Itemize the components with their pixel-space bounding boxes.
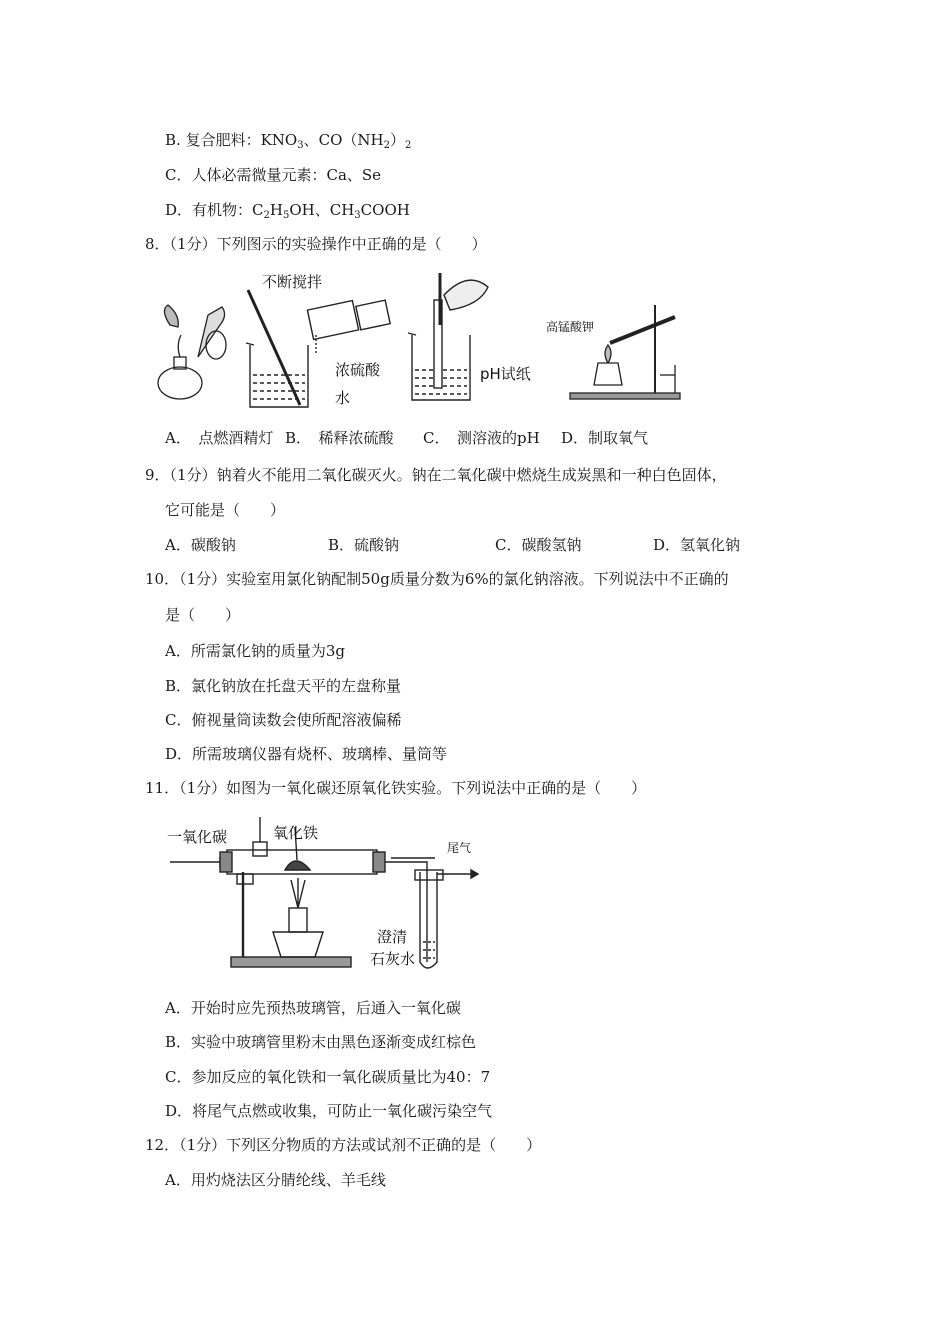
subscript: 2 (383, 140, 390, 151)
q10-stem-line1: 10．（1分）实验室用氯化钠配制50g质量分数为6%的氯化钠溶液。下列说法中不正确的 (145, 570, 729, 588)
option-text: OH、CH (289, 201, 355, 219)
q11-figure (165, 812, 495, 977)
q11-option-a: A．开始时应先预热玻璃管，后通入一氧化碳 (165, 999, 461, 1017)
q8-options (165, 428, 950, 448)
q10-option-a: A．所需氯化钠的质量为3g (165, 642, 345, 660)
q12-stem: 12．（1分）下列区分物质的方法或试剂不正确的是（ ） (145, 1136, 542, 1154)
q10-option-c: C．俯视量筒读数会使所配溶液偏稀 (165, 711, 402, 729)
q11-option-d: D．将尾气点燃或收集，可防止一氧化碳污染空气 (165, 1102, 493, 1120)
q12-option-a: A．用灼烧法区分腈纶线、羊毛线 (165, 1171, 386, 1189)
option-text: ） (389, 131, 405, 149)
option-text: H (269, 201, 283, 219)
option-text: COOH (360, 201, 410, 219)
subscript: 3 (297, 140, 304, 151)
ph-paper-label: pH试纸 (480, 365, 531, 383)
q8-figure (150, 265, 690, 415)
q8-option-a: A． 点燃酒精灯 (165, 429, 274, 447)
alcohol-lamp-figure (158, 305, 226, 399)
q10-stem-line2: 是（ ） (165, 606, 241, 624)
q10-option-d: D．所需玻璃仪器有烧杯、玻璃棒、量筒等 (165, 745, 448, 763)
q9-options (165, 535, 950, 555)
q9-stem-line2: 它可能是（ ） (165, 501, 286, 519)
subscript: 3 (354, 210, 361, 221)
q11-stem: 11．（1分）如图为一氧化碳还原氧化铁实验。下列说法中正确的是（ ） (145, 779, 647, 797)
option-text: 复合肥料：KNO (185, 131, 298, 149)
option-text: D．有机物：C (165, 201, 264, 219)
q9-option-b: B．硫酸钠 (328, 536, 400, 554)
limewater-label-1: 澄清 (377, 928, 408, 946)
q10-option-b: B．氯化钠放在托盘天平的左盘称量 (165, 677, 402, 695)
q7-option-d (165, 200, 950, 226)
dilution-figure (246, 290, 390, 407)
q9-option-d: D．氢氧化钠 (653, 536, 741, 554)
water-label: 水 (335, 389, 351, 407)
stir-label: 不断搅拌 (262, 273, 323, 291)
subscript: 5 (282, 210, 290, 221)
co-label: 一氧化碳 (167, 828, 228, 846)
q8-option-b: B． 稀释浓硫酸 (285, 429, 394, 447)
option-label: B. (165, 131, 181, 149)
q8-option-d: D．制取氧气 (561, 429, 649, 447)
q8-option-c: C． 测溶液的pH (423, 429, 540, 447)
q11-option-b: B．实验中玻璃管里粉末由黑色逐渐变成红棕色 (165, 1033, 477, 1051)
tail-gas-label: 尾气 (447, 841, 472, 855)
q7-option-c: C．人体必需微量元素：Ca、Se (165, 166, 382, 184)
q9-option-c: C．碳酸氢钠 (495, 536, 582, 554)
subscript: 2 (263, 210, 270, 221)
ph-figure (408, 273, 488, 400)
q7-option-b (165, 130, 950, 156)
acid-label: 浓硫酸 (335, 361, 381, 379)
q8-stem: 8．（1分）下列图示的实验操作中正确的是（ ） (145, 235, 487, 253)
option-text: 、CO（NH (303, 131, 384, 149)
subscript: 2 (404, 140, 412, 151)
q9-option-a: A．碳酸钠 (165, 536, 236, 554)
fe2o3-label: 氧化铁 (273, 824, 319, 842)
q9-stem-line1: 9．（1分）钠着火不能用二氧化碳灭火。钠在二氧化碳中燃烧生成炭黑和一种白色固体， (145, 466, 727, 484)
limewater-label-2: 石灰水 (370, 950, 416, 968)
kmno4-label: 高锰酸钾 (546, 320, 595, 334)
q11-option-c: C．参加反应的氧化铁和一氧化碳质量比为40：7 (165, 1068, 491, 1086)
